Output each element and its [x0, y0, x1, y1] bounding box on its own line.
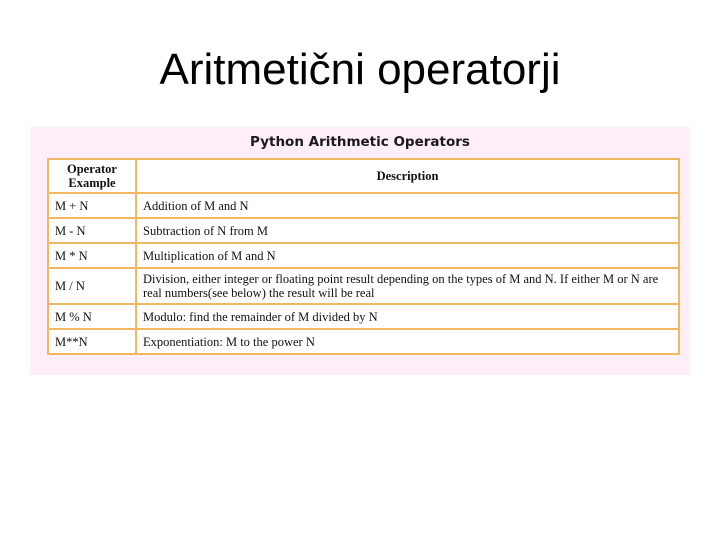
operators-table [47, 158, 680, 355]
operator-cell: M / N [48, 268, 136, 304]
table-row [48, 193, 679, 218]
panel-title: Python Arithmetic Operators [250, 134, 470, 150]
operator-cell: M - N [48, 218, 136, 243]
table-row [48, 218, 679, 243]
table-header-row [48, 159, 679, 193]
header-operator-example [48, 159, 136, 193]
slide-title: Aritmetični operatorji [159, 45, 561, 94]
header-example-label: Example [68, 176, 116, 190]
operator-cell: M * N [48, 243, 136, 268]
header-operator-label: Operator [67, 162, 117, 176]
table-row [48, 329, 679, 354]
description-cell: Modulo: find the remainder of M divided by N [136, 304, 679, 329]
operator-cell: M + N [48, 193, 136, 218]
table-row [48, 304, 679, 329]
header-description: Description [136, 159, 679, 193]
description-cell: Addition of M and N [136, 193, 679, 218]
description-cell: Subtraction of N from M [136, 218, 679, 243]
table-row [48, 268, 679, 304]
operator-cell: M**N [48, 329, 136, 354]
description-cell: Multiplication of M and N [136, 243, 679, 268]
table-row [48, 243, 679, 268]
description-cell: Exponentiation: M to the power N [136, 329, 679, 354]
operator-cell: M % N [48, 304, 136, 329]
description-cell: Division, either integer or floating point result depending on the types of M and N. If either M or N are real numbers(see below) the result will be real [136, 268, 679, 304]
